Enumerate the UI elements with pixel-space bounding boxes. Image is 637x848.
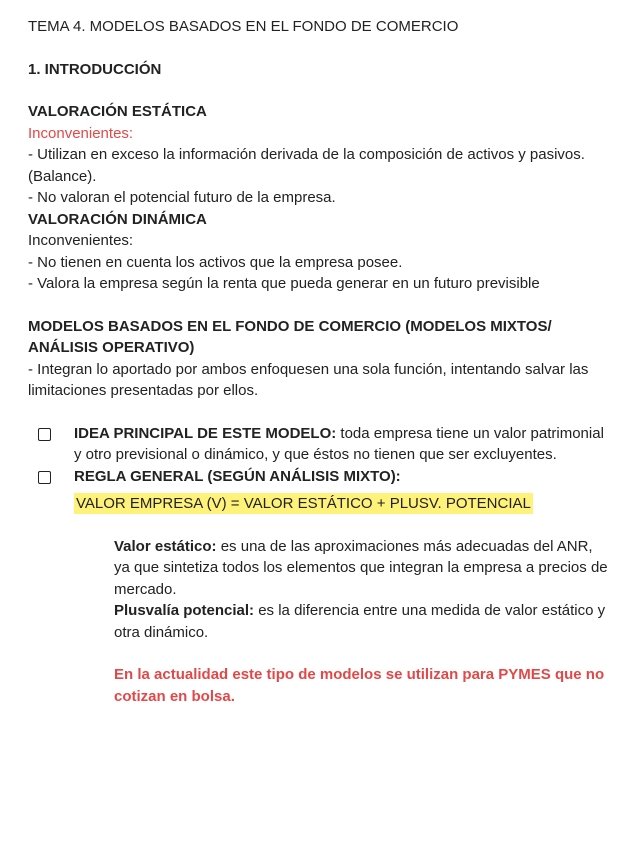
dynamic-valuation-heading: VALORACIÓN DINÁMICA — [28, 210, 207, 228]
potential-gain-definition — [114, 600, 611, 643]
intro-heading: 1. INTRODUCCIÓN — [28, 60, 162, 78]
definitions — [114, 536, 611, 708]
main-idea-label: IDEA PRINCIPAL DE ESTE MODELO: — [74, 424, 337, 442]
valuation-formula: VALOR EMPRESA (V) = VALOR ESTÁTICO + PLUSV. POTENCIAL — [76, 495, 531, 512]
dynamic-drawbacks-label: Inconvenientes: — [28, 232, 134, 249]
static-drawback-2: - No valoran el potencial futuro de la empresa. — [28, 189, 336, 206]
static-drawbacks-label: Inconvenientes: — [28, 124, 134, 142]
main-idea-text: toda empresa tiene un valor patrimonial y otro previsional o dinámico, y que éstos no tienen que ser excluyentes. — [74, 424, 604, 463]
checklist-item-main-idea — [38, 423, 611, 466]
checkbox-icon[interactable] — [38, 428, 51, 441]
static-valuation-section — [28, 101, 611, 209]
dynamic-drawback-2: - Valora la empresa según la renta que pueda generar en un futuro previsible — [28, 275, 540, 292]
static-value-definition — [114, 536, 611, 601]
potential-gain-text: es la diferencia entre una medida de valor estático y otra dinámico. — [114, 602, 606, 641]
static-value-text: es una de las aproximaciones más adecuadas del ANR, ya que sintetiza todos los elementos que integran la empresa a precios de mercado. — [114, 537, 608, 598]
mixed-models-text: - Integran lo aportado por ambos enfoquesen una sola función, intentando salvar las limitaciones presentadas por ellos. — [28, 360, 589, 399]
dynamic-drawback-1: - No tienen en cuenta los activos que la empresa posee. — [28, 253, 403, 271]
potential-gain-label: Plusvalía potencial: — [114, 602, 255, 619]
checkbox-icon[interactable] — [38, 471, 51, 484]
general-rule-label: REGLA GENERAL (SEGÚN ANÁLISIS MIXTO): — [74, 467, 401, 485]
static-drawback-1: - Utilizan en exceso la información derivada de la composición de activos y pasivos. (Balance). — [28, 146, 585, 185]
dynamic-valuation-section — [28, 209, 611, 295]
checklist — [28, 423, 611, 515]
mixed-models-section — [28, 316, 611, 402]
static-value-label: Valor estático: — [114, 537, 217, 555]
document-title: TEMA 4. MODELOS BASADOS EN EL FONDO DE COMERCIO — [28, 18, 459, 35]
checklist-item-general-rule — [38, 466, 611, 515]
mixed-models-heading: MODELOS BASADOS EN EL FONDO DE COMERCIO (MODELOS MIXTOS/ ANÁLISIS OPERATIVO) — [28, 317, 552, 356]
static-valuation-heading: VALORACIÓN ESTÁTICA — [28, 103, 207, 120]
sme-note: En la actualidad este tipo de modelos se utilizan para PYMES que no cotizan en bolsa. — [114, 666, 605, 705]
